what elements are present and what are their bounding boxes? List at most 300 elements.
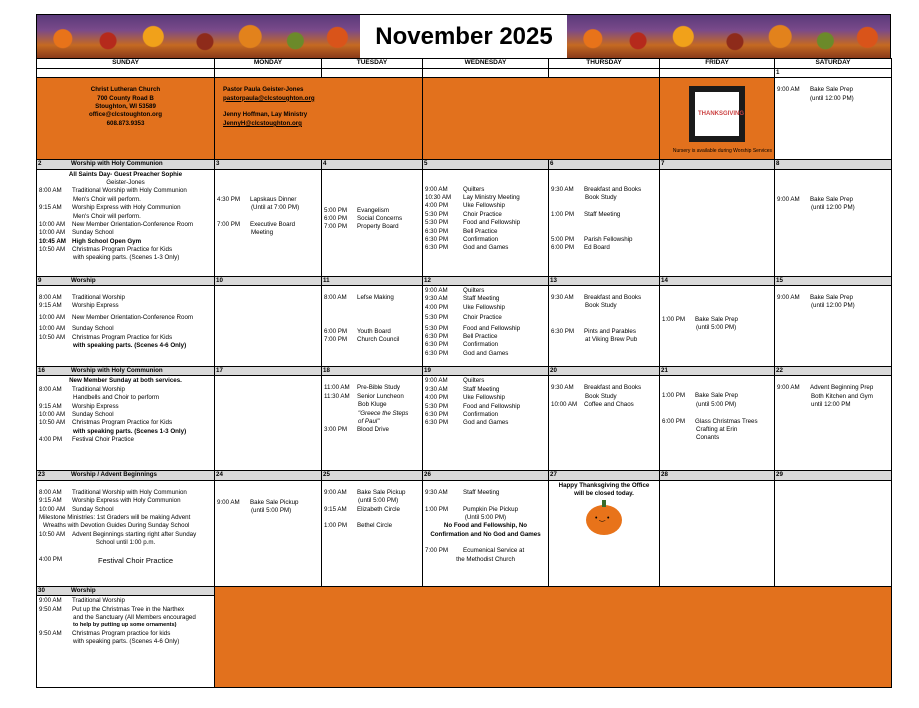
event-time: 10:50 AM [39,530,66,538]
date-number: 15 [775,276,892,285]
event-time: 4:00 PM [425,202,449,210]
church-name: Christ Lutheran Church [90,86,161,94]
event-title: Quilters [463,287,485,295]
calendar-banner [36,14,891,59]
event-time: 5:30 PM [425,210,449,218]
event-time: 9:15 AM [39,402,62,410]
event-title: Lay Ministry Meeting [463,194,520,202]
event-title: Worship Express with Holy Communion [72,497,181,505]
church-info [37,78,215,160]
event-time: 9:00 AM [777,86,800,94]
day-cell-thursday [549,169,660,276]
event-time: 7:00 PM [324,223,348,231]
event-title: Bake Sale Prep [810,86,853,94]
event-time: 5:00 PM [551,235,575,243]
date-number: 23 [38,471,45,479]
event-title: Bell Practice [463,227,498,235]
lay-ministry-email[interactable]: JennyH@clcstoughton.org [223,119,302,127]
event-title: Both Kitchen and Gym [811,392,873,400]
weekday-saturday: SATURDAY [775,59,892,69]
event-title: (until 12:00 PM) [811,204,855,212]
date-number: 1 [775,69,892,78]
weekday-sunday: SUNDAY [37,59,215,69]
date-number: 10 [215,276,322,285]
weekday-monday: MONDAY [215,59,322,69]
thanksgiving-logo-cell [660,78,775,160]
event-title: New Member Orientation-Conference Room [72,220,194,228]
event-title: New Member Orientation-Conference Room [72,313,194,321]
event-title: Sunday School [72,505,114,513]
event-time: 9:00 AM [777,384,800,392]
day-cell-wednesday [423,169,549,276]
date-number: 16 [38,367,45,375]
event-title: with speaking parts. (Scenes 4-6 Only) [73,341,187,349]
event-time: 10:00 AM [39,325,66,333]
event-time: 7:00 PM [425,547,449,555]
event-time: 10:30 AM [425,194,452,202]
calendar-title: November 2025 [360,15,568,58]
date-number: 30 [38,586,45,594]
event-title: Quilters [463,185,485,193]
event-title: Choir Practice [463,314,502,322]
event-title: God and Games [463,349,509,357]
event-title: High School Open Gym [72,237,142,245]
event-title: at Viking Brew Pub [585,335,638,343]
day-cell-friday [660,376,775,471]
event-title: "Greece the Steps [358,409,409,417]
event-title: Pumpkin Pie Pickup [463,505,519,513]
event-time: 9:30 AM [425,488,448,496]
event-title: Glass Christmas Trees [695,417,758,425]
event-title: God and Games [463,419,509,427]
event-title: Christmas Program Practice for Kids [72,419,173,427]
event-title: and the Sanctuary (All Members encouraged [73,613,196,621]
date-bar-sunday [37,367,215,376]
event-time: 9:00 AM [217,498,240,506]
event-title: Bake Sale Pickup [357,488,406,496]
day-cell-thursday [549,286,660,367]
event-title: Bethel Circle [357,522,393,530]
event-time: 9:50 AM [39,629,62,637]
event-title: Conants [696,434,720,442]
event-time: 6:30 PM [425,227,449,235]
event-title: Senior Luncheon [357,392,404,400]
day-cell-sunday [37,169,215,276]
event-title: Put up the Christmas Tree in the Narthex [72,605,185,613]
event-time: 6:30 PM [425,235,449,243]
calendar-grid [36,58,892,688]
event-time: 9:00 AM [425,185,448,193]
event-title: Confirmation and No God and Games [430,530,541,538]
event-time: 6:00 PM [324,215,348,223]
church-city: Stoughton, WI 53589 [95,103,156,111]
event-time: 6:00 PM [662,417,686,425]
calendar-page [36,14,891,702]
event-title: (Until at 7:00 PM) [251,204,300,212]
day-cell-tuesday [322,169,423,276]
date-number: 9 [38,276,42,284]
event-time [777,95,810,103]
event-title: Confirmation [463,410,499,418]
day-cell-thursday [549,376,660,471]
event-time: 11:00 AM [324,384,350,392]
event-title: Traditional Worship [72,294,125,302]
event-time: 9:00 AM [425,287,448,295]
event-title: Lefse Making [357,294,394,302]
event-title: Uke Fellowship [463,202,505,210]
day-cell-monday [215,376,322,471]
date-number: 2 [38,160,42,168]
event-title: with speaking parts. (Scenes 1-3 Only) [73,254,180,262]
event-title: (until 5:00 PM) [696,400,737,408]
pastor-name: Pastor Paula Geister-Jones [223,86,304,94]
event-title: Confirmation [463,341,499,349]
event-time: 6:30 PM [551,327,575,335]
event-title: Breakfast and Books [584,294,642,302]
event-time: 9:30 AM [551,185,574,193]
event-title: Traditional Worship [72,597,125,605]
event-time: 9:00 AM [777,195,800,203]
event-time: 9:00 AM [324,488,347,496]
day-cell-tuesday [322,286,423,367]
event-time: 9:15 AM [39,497,62,505]
event-title: Milestone Ministries: 1st Graders will be making Advent [39,513,191,521]
event-title: Sunday School [72,410,114,418]
sunday-service-label: Worship [71,586,96,594]
day-cell-wednesday [423,286,549,367]
event-title: Uke Fellowship [463,394,505,402]
event-title: Geister-Jones [106,179,145,187]
day-cell-monday [215,480,322,586]
day-cell-saturday [775,286,892,367]
pastor-email[interactable]: pastorpaula@clcstoughton.org [223,94,315,102]
event-title: Uke Fellowship [463,303,505,311]
event-time: 5:30 PM [425,402,449,410]
day-cell-saturday-1 [775,78,892,160]
office-closed-note: Happy Thanksgiving the Office [558,481,650,489]
event-title: with speaking parts. (Scenes 1-3 Only) [73,427,187,435]
event-time: 10:00 AM [39,220,66,228]
church-email[interactable]: office@clcstoughton.org [88,111,163,119]
autumn-harvest-illustration-right [567,15,890,58]
event-title: Bake Sale Prep [695,316,738,324]
event-time: 4:30 PM [217,195,241,203]
day-cell-tuesday [322,480,423,586]
event-time: 5:30 PM [425,324,449,332]
event-time: 4:00 PM [425,394,449,402]
event-time: 10:00 AM [39,313,66,321]
day-cell-sunday [37,376,215,471]
event-time: 1:00 PM [551,210,575,218]
event-title: Bell Practice [463,332,498,340]
event-title: Festival Choir Practice [98,556,174,566]
church-phone: 608.873.9353 [106,119,145,127]
event-time: 9:30 AM [425,295,448,303]
event-time: 10:50 AM [39,333,66,341]
day-cell-friday [660,286,775,367]
date-number: 27 [549,471,660,480]
event-title: Staff Meeting [463,385,500,393]
event-title: Ecumenical Service at [463,547,525,555]
event-title: (until 5:00 PM) [696,324,737,332]
event-time: 10:00 AM [39,410,66,418]
event-title: Meeting [251,229,274,237]
event-title: Book Study [585,302,617,310]
logo-text: THANKSGIVING [698,111,745,118]
event-title: Christmas Program practice for kids [72,629,171,637]
event-title: until 12:00 PM [811,401,851,409]
event-title: Sunday School [72,325,114,333]
blank-line [223,103,422,111]
date-number: 17 [215,367,322,376]
event-title: Breakfast and Books [584,185,642,193]
event-title: (until 12:00 PM) [811,302,855,310]
event-time: 6:30 PM [425,244,449,252]
event-title: Wreaths with Devotion Guides During Sunday School [43,522,190,530]
date-number: 7 [660,160,775,169]
event-title: Worship Express [72,302,119,310]
event-title: Worship Express with Holy Communion [72,204,181,212]
event-time: 6:30 PM [425,349,449,357]
event-time: 8:00 AM [39,488,62,496]
event-time: 6:30 PM [425,341,449,349]
event-title: Bake Sale Prep [695,392,738,400]
event-title: Quilters [463,377,485,385]
event-time: 8:00 AM [324,294,347,302]
event-title: Christmas Program Practice for Kids [72,245,173,253]
event-time: 10:45 AM [39,237,66,245]
autumn-harvest-illustration-left [37,15,360,58]
event-time: 9:30 AM [425,385,448,393]
event-time: 10:50 AM [39,419,66,427]
event-time: 9:00 AM [39,597,62,605]
event-title: Elizabeth Circle [357,505,400,513]
sunday-service-label: Worship [71,276,96,284]
event-title: Food and Fellowship [463,219,521,227]
event-title: Advent Beginnings starting right after Sunday [72,530,197,538]
event-title: Crafting at Erin [696,425,738,433]
pastor-info [215,78,423,160]
event-title: Confirmation [463,235,499,243]
sunday-service-label: Worship with Holy Communion [71,367,163,375]
event-time: 8:00 AM [39,385,62,393]
day-cell-saturday [775,376,892,471]
event-title: Blood Drive [357,426,389,434]
event-title: Festival Choir Practice [72,435,134,443]
nursery-note: Nursery is available during Worship Services [672,148,772,155]
day-cell-friday [660,169,775,276]
event-time: 4:00 PM [39,435,63,443]
event-title: Pints and Parables [584,327,636,335]
event-title: the Methodist Church [456,555,515,563]
event-time: 11:30 AM [324,392,350,400]
date-bar-sunday [37,586,215,595]
event-title: Church Council [357,335,400,343]
date-number: 24 [215,471,322,480]
event-title: Men's Choir will perform. [73,212,141,220]
event-time: 10:00 AM [551,401,578,409]
weekday-tuesday: TUESDAY [322,59,423,69]
date-number: 22 [775,367,892,376]
event-time: 5:30 PM [425,314,449,322]
day-cell-saturday [775,480,892,586]
event-time: 6:00 PM [551,244,575,252]
day-cell-monday [215,169,322,276]
event-title: Food and Fellowship [463,402,521,410]
event-title: Pre-Bible Study [357,384,400,392]
date-number: 21 [660,367,775,376]
event-time: 4:00 PM [425,303,449,311]
event-title: Ed Board [584,244,610,252]
event-time: 5:30 PM [425,219,449,227]
thanksgiving-logo [685,82,749,146]
church-address: 700 County Road B [97,94,154,102]
date-bar-sunday [37,471,215,480]
day-cell-tuesday [322,376,423,471]
event-time: 7:00 PM [217,220,241,228]
event-title: Book Study [585,194,617,202]
event-title: Property Board [357,223,399,231]
event-title: Handbells and Choir to perform [73,394,159,402]
date-number: 11 [322,276,423,285]
date-number: 14 [660,276,775,285]
event-time: 3:00 PM [324,426,348,434]
event-title: Book Study [585,392,617,400]
event-title: Food and Fellowship [463,324,521,332]
event-title: (until 5:00 PM) [358,497,399,505]
weekday-wednesday: WEDNESDAY [423,59,549,69]
date-number: 8 [775,160,892,169]
day-cell-sunday [37,286,215,367]
date-number: 29 [775,471,892,480]
date-number: 28 [660,471,775,480]
event-title: Bake Sale Prep [810,294,853,302]
event-time: 1:00 PM [425,505,449,513]
event-title: Staff Meeting [463,295,500,303]
date-number: 19 [423,367,549,376]
event-title: to help by putting up some ornaments) [73,622,177,629]
event-time: 9:15 AM [324,505,347,513]
event-title: Breakfast and Books [584,384,642,392]
day-cell-wednesday [423,376,549,471]
event-title: (Until 5:00 PM) [464,513,507,521]
event-title: Traditional Worship [72,385,125,393]
event-title: Staff Meeting [584,210,621,218]
day-cell-saturday [775,169,892,276]
event-time: 10:50 AM [39,245,66,253]
weekday-friday: FRIDAY [660,59,775,69]
event-time: 9:00 AM [777,294,800,302]
date-number: 18 [322,367,423,376]
event-time: 9:00 AM [425,377,448,385]
event-title: Sunday School [72,229,114,237]
event-title: (until 5:00 PM) [251,507,292,515]
date-number: 26 [423,471,549,480]
sunday-service-label: Worship with Holy Communion [71,160,163,168]
event-title: New Member Sunday at both services. [69,377,182,385]
event-title: Traditional Worship with Holy Communion [72,488,187,496]
event-title: School until 1:00 p.m. [95,538,156,546]
event-title: Advent Beginning Prep [810,384,874,392]
event-title: Bob Kluge [358,401,387,409]
event-time: 10:00 AM [39,229,66,237]
event-title: Coffee and Chaos [584,401,634,409]
orange-fill [423,78,660,160]
event-time: 1:00 PM [662,316,686,324]
event-title: Staff Meeting [463,488,500,496]
event-time: 8:00 AM [39,187,62,195]
event-title: Youth Board [357,327,391,335]
event-time: 8:00 AM [39,294,62,302]
event-time: 9:15 AM [39,302,62,310]
event-time: 9:50 AM [39,605,62,613]
event-title: Choir Practice [463,210,502,218]
date-number: 25 [322,471,423,480]
event-title: Men's Choir will perform. [73,195,141,203]
event-title: Christmas Program Practice for Kids [72,333,173,341]
event-time: 9:30 AM [551,384,574,392]
date-number: 13 [549,276,660,285]
day-cell-friday [660,480,775,586]
event-time: 6:30 PM [425,419,449,427]
lay-ministry-name: Jenny Hoffman, Lay Ministry [223,111,308,119]
orange-fill [215,586,892,687]
event-title: of Paul" [358,417,380,425]
event-title: Bake Sale Prep [810,195,853,203]
date-bar-sunday [37,276,215,285]
event-time: 6:30 PM [425,332,449,340]
event-title: with speaking parts. (Scenes 4-6 Only) [73,638,180,646]
date-bar-sunday [37,160,215,169]
event-title: Traditional Worship with Holy Communion [72,187,187,195]
event-time: 9:30 AM [551,294,574,302]
event-title: Bake Sale Pickup [250,498,299,506]
event-title: No Food and Fellowship, No [443,522,528,530]
day-cell-sunday [37,596,215,688]
day-cell-monday [215,286,322,367]
date-number: 5 [423,160,549,169]
event-time: 4:00 PM [39,556,63,564]
event-time: 6:30 PM [425,410,449,418]
event-title: Social Concerns [357,215,403,223]
event-title: Worship Express [72,402,119,410]
date-number: 20 [549,367,660,376]
event-time: 7:00 PM [324,335,348,343]
event-title: (until 12:00 PM) [810,94,854,102]
event-time: 10:00 AM [39,505,66,513]
day-cell-thursday [549,480,660,586]
pumpkin-icon: • ‿ • [586,505,622,535]
event-title: Evangelism [357,206,389,214]
event-title: Lapskaus Dinner [250,195,297,203]
office-closed-note: will be closed today. [574,490,634,498]
date-number: 4 [322,160,423,169]
event-time: 9:15 AM [39,204,62,212]
event-title: God and Games [463,244,509,252]
day-cell-wednesday [423,480,549,586]
weekday-thursday: THURSDAY [549,59,660,69]
event-time: 5:00 PM [324,206,348,214]
date-number: 6 [549,160,660,169]
event-time: 1:00 PM [324,522,348,530]
event-title: All Saints Day- Guest Preacher Sophie [68,170,183,178]
date-number: 3 [215,160,322,169]
day-cell-sunday [37,480,215,586]
event-time: 6:00 PM [324,327,348,335]
date-number: 12 [423,276,549,285]
event-time: 1:00 PM [662,392,686,400]
event-title: Executive Board [250,220,296,228]
